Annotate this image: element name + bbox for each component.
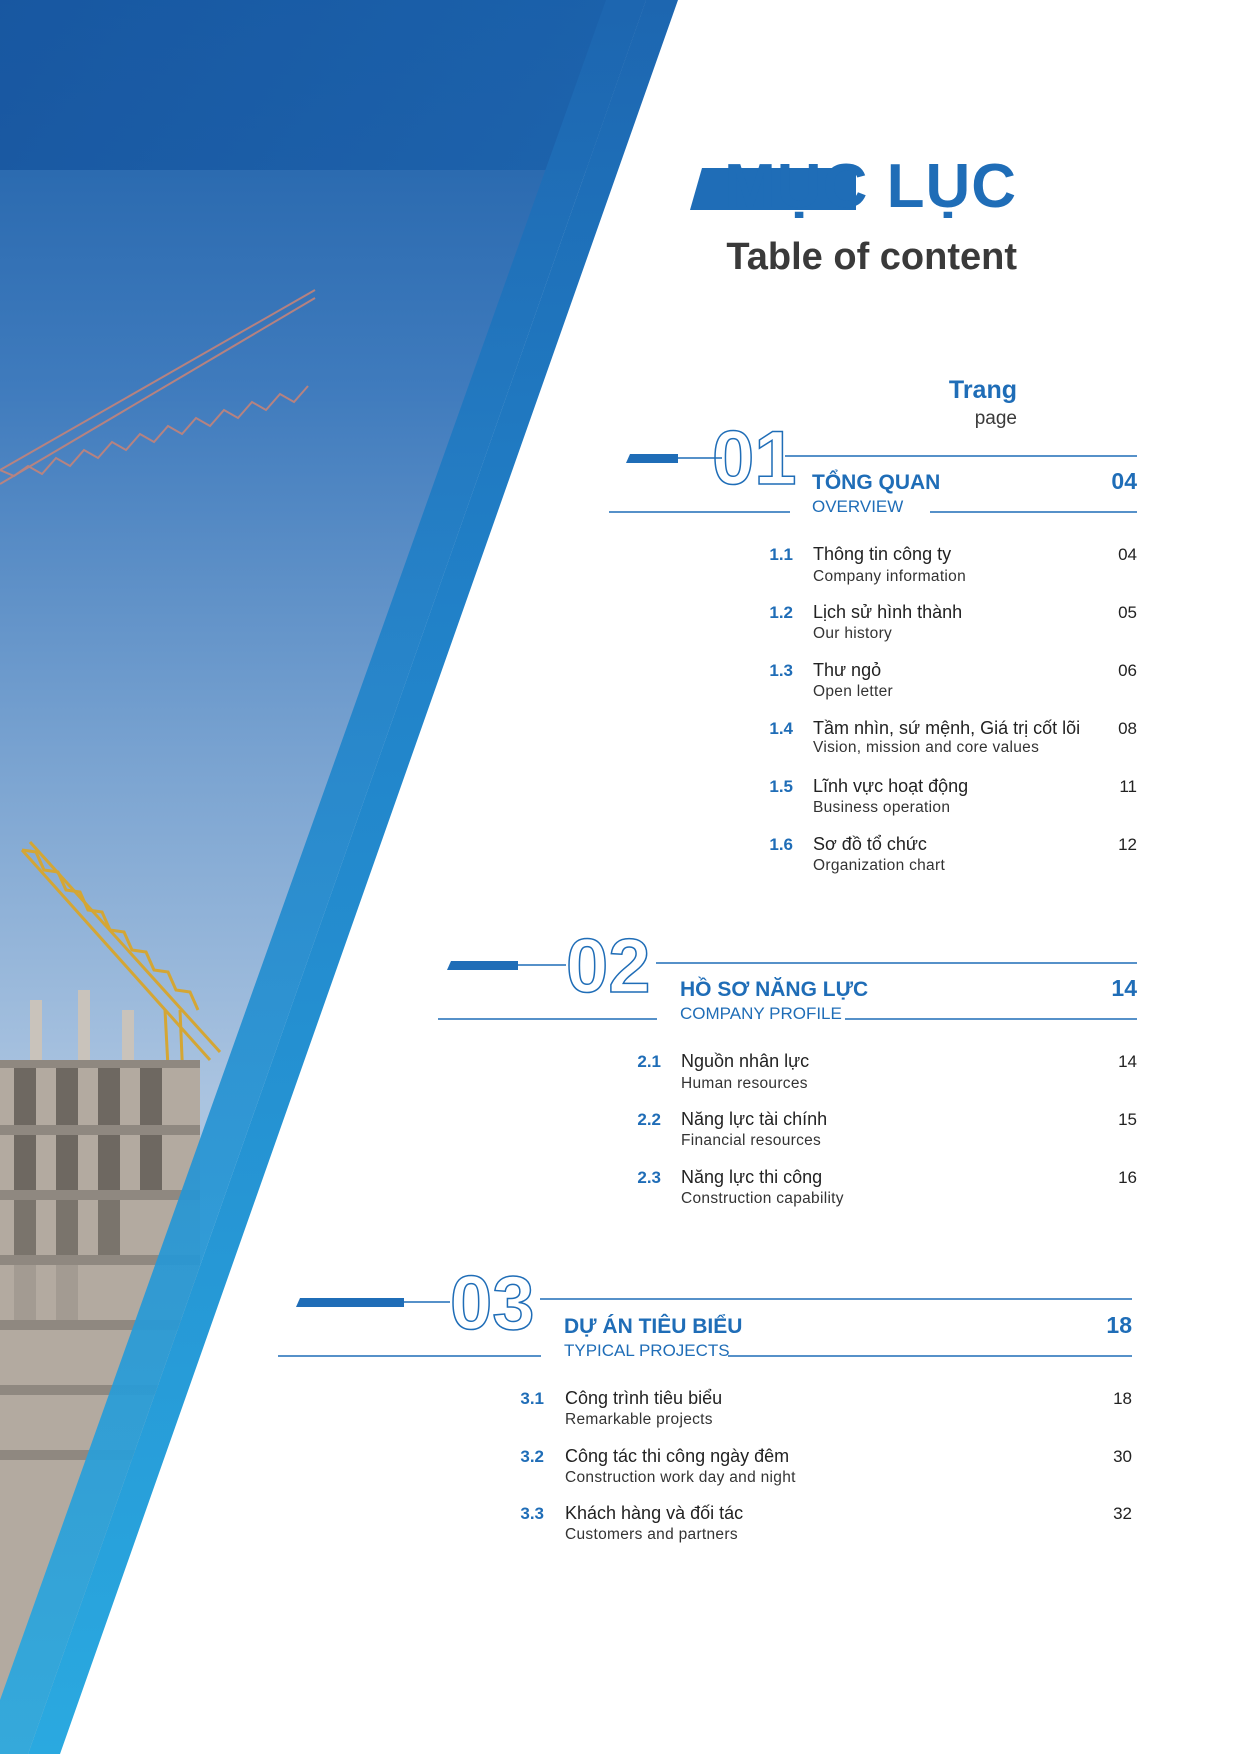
page-subtitle: Table of content xyxy=(726,236,1017,278)
item-title-en: Open letter xyxy=(813,683,893,700)
section-subtitle: TYPICAL PROJECTS xyxy=(564,1341,730,1360)
item-title-en: Company information xyxy=(813,568,967,585)
item-title-vi: Thư ngỏ xyxy=(813,660,882,680)
item-title-en: Construction work day and night xyxy=(565,1469,796,1486)
section-01-number: 01 xyxy=(712,416,797,501)
item-page-number: 04 xyxy=(1118,545,1137,564)
item-title-en: Business operation xyxy=(813,799,951,816)
item-page-number: 06 xyxy=(1118,661,1137,680)
section-page-number: 04 xyxy=(1111,468,1137,494)
item-page-number: 11 xyxy=(1119,777,1137,796)
item-title-en: Customers and partners xyxy=(565,1526,738,1543)
section-title[interactable]: DỰ ÁN TIÊU BIỂU xyxy=(564,1315,743,1338)
item-number: 1.3 xyxy=(769,661,793,680)
item-title-en: Financial resources xyxy=(681,1132,822,1149)
page-label-vi: Trang xyxy=(948,376,1017,404)
item-title-en: Construction capability xyxy=(681,1190,844,1207)
item-number: 3.3 xyxy=(520,1504,544,1523)
item-title-vi: Nguồn nhân lực xyxy=(681,1051,810,1071)
item-page-number: 14 xyxy=(1118,1052,1137,1071)
item-number: 2.1 xyxy=(637,1052,661,1071)
item-number: 1.2 xyxy=(769,603,793,622)
section-subtitle: COMPANY PROFILE xyxy=(680,1004,842,1023)
item-page-number: 15 xyxy=(1118,1110,1137,1129)
section-page-number: 18 xyxy=(1106,1312,1132,1338)
page-label-en: page xyxy=(974,408,1017,429)
item-title-vi: Công trình tiêu biểu xyxy=(565,1388,723,1408)
item-title-vi: Tầm nhìn, sứ mệnh, Giá trị cốt lõi xyxy=(813,718,1081,738)
page-column-header xyxy=(949,378,1017,428)
item-title-en: Organization chart xyxy=(813,857,946,874)
item-number: 1.1 xyxy=(769,545,793,564)
item-title-vi: Lịch sử hình thành xyxy=(813,602,963,622)
item-number: 1.5 xyxy=(769,777,793,796)
item-page-number: 12 xyxy=(1118,835,1137,854)
item-page-number: 32 xyxy=(1113,1504,1132,1523)
item-title-vi: Khách hàng và đối tác xyxy=(565,1503,744,1523)
item-title-vi: Sơ đồ tổ chức xyxy=(813,834,927,854)
section-page-number: 14 xyxy=(1111,975,1137,1001)
item-title-en: Our history xyxy=(813,625,893,642)
item-page-number: 18 xyxy=(1113,1389,1132,1408)
item-title-vi: Năng lực tài chính xyxy=(681,1109,828,1129)
item-page-number: 08 xyxy=(1118,719,1137,738)
section-subtitle: OVERVIEW xyxy=(812,497,904,516)
page-title: MỤC LỤC xyxy=(724,152,1017,221)
item-title-en: Remarkable projects xyxy=(565,1411,713,1428)
item-title-en: Human resources xyxy=(681,1075,808,1092)
item-page-number: 16 xyxy=(1118,1168,1137,1187)
item-title-vi: Công tác thi công ngày đêm xyxy=(565,1446,790,1466)
item-number: 2.3 xyxy=(637,1168,661,1187)
item-number: 3.1 xyxy=(520,1389,544,1408)
item-number: 1.4 xyxy=(769,719,793,738)
section-title[interactable]: TỔNG QUAN xyxy=(812,471,941,494)
section-03-number: 03 xyxy=(450,1261,535,1346)
section-title[interactable]: HỒ SƠ NĂNG LỰC xyxy=(680,978,869,1001)
item-page-number: 05 xyxy=(1118,603,1137,622)
item-number: 3.2 xyxy=(520,1447,544,1466)
item-title-vi: Lĩnh vực hoạt động xyxy=(813,776,969,796)
item-title-vi: Năng lực thi công xyxy=(681,1167,823,1187)
item-number: 2.2 xyxy=(637,1110,661,1129)
item-title-vi: Thông tin công ty xyxy=(813,544,952,564)
section-02-number: 02 xyxy=(566,924,651,1009)
item-title-en: Vision, mission and core values xyxy=(813,739,1040,756)
item-number: 1.6 xyxy=(769,835,793,854)
item-page-number: 30 xyxy=(1113,1447,1132,1466)
